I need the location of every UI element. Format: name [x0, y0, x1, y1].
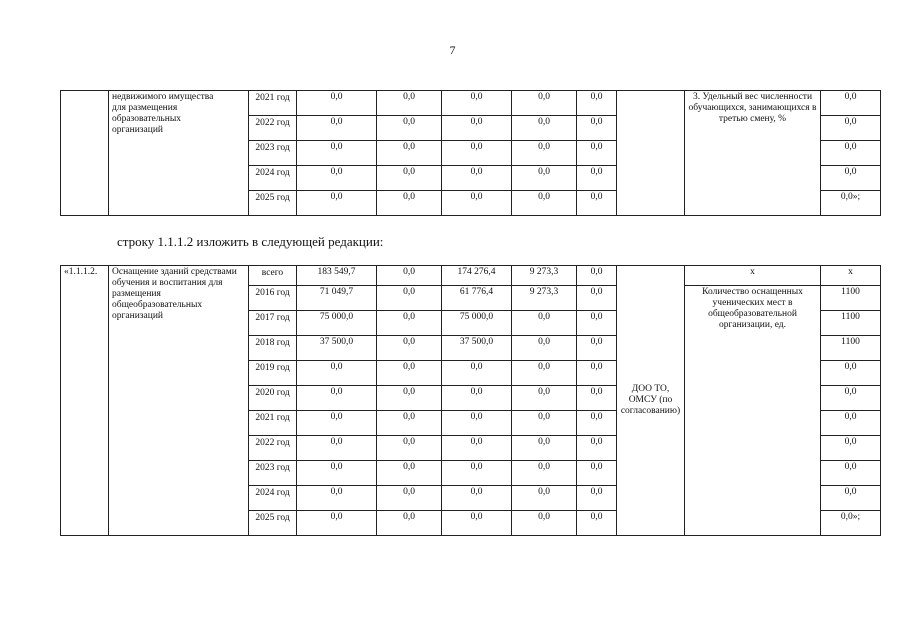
federal-cell: 0,0	[377, 486, 442, 511]
year-cell: 2024 год	[249, 486, 297, 511]
year-cell: 2021 год	[249, 411, 297, 436]
instruction-text: строку 1.1.1.2 изложить в следующей редакции:	[117, 234, 384, 249]
executor-cell: ДОО ТО, ОМСУ (по согласованию)	[617, 266, 685, 536]
year-cell: 2024 год	[249, 166, 297, 191]
local-cell: 0,0	[512, 311, 577, 336]
indicator-cell: Количество оснащенных ученических мест в общеобразовательной организации, ед.	[685, 286, 821, 536]
year-cell: 2018 год	[249, 336, 297, 361]
target-cell: 0,0»;	[821, 511, 881, 536]
measure-name-line: недвижимого имущества	[112, 92, 214, 102]
target-cell: 0,0	[821, 361, 881, 386]
regional-cell: 37 500,0	[442, 336, 512, 361]
regional-cell: 174 276,4	[442, 266, 512, 286]
measure-name-cell: Оснащение зданий средствами обучения и воспитания для размещения общеобразовательных организаций	[109, 266, 249, 536]
other-cell: 0,0	[577, 436, 617, 461]
regional-cell: 0,0	[442, 386, 512, 411]
total-cell: 0,0	[297, 91, 377, 116]
total-cell: 0,0	[297, 386, 377, 411]
year-cell: 2019 год	[249, 361, 297, 386]
regional-cell: 75 000,0	[442, 311, 512, 336]
measure-name-cell	[109, 91, 249, 216]
federal-cell: 0,0	[377, 191, 442, 216]
other-cell: 0,0	[577, 166, 617, 191]
federal-cell: 0,0	[377, 166, 442, 191]
local-cell: 0,0	[512, 141, 577, 166]
local-cell: 0,0	[512, 336, 577, 361]
regional-cell: 0,0	[442, 411, 512, 436]
other-cell: 0,0	[577, 116, 617, 141]
federal-cell: 0,0	[377, 116, 442, 141]
total-cell: 0,0	[297, 361, 377, 386]
local-cell: 0,0	[512, 486, 577, 511]
regional-cell: 0,0	[442, 191, 512, 216]
other-cell: 0,0	[577, 286, 617, 311]
year-cell: 2023 год	[249, 461, 297, 486]
other-cell: 0,0	[577, 361, 617, 386]
executor-cell	[617, 91, 685, 216]
regional-cell: 0,0	[442, 486, 512, 511]
target-cell: 0,0	[821, 386, 881, 411]
indicator-header-cell: x	[685, 266, 821, 286]
federal-cell: 0,0	[377, 141, 442, 166]
regional-cell: 0,0	[442, 141, 512, 166]
target-cell: 0,0	[821, 116, 881, 141]
total-cell: 0,0	[297, 486, 377, 511]
target-cell: 0,0	[821, 461, 881, 486]
regional-cell: 0,0	[442, 461, 512, 486]
regional-cell: 0,0	[442, 511, 512, 536]
target-cell: 0,0	[821, 166, 881, 191]
code-cell	[61, 91, 109, 216]
other-cell: 0,0	[577, 386, 617, 411]
year-cell: всего	[249, 266, 297, 286]
federal-cell: 0,0	[377, 91, 442, 116]
local-cell: 0,0	[512, 91, 577, 116]
other-cell: 0,0	[577, 511, 617, 536]
target-cell: 0,0	[821, 486, 881, 511]
target-cell: 1100	[821, 336, 881, 361]
year-cell: 2020 год	[249, 386, 297, 411]
regional-cell: 0,0	[442, 166, 512, 191]
measure-name-line: организаций	[112, 125, 164, 135]
total-cell: 0,0	[297, 511, 377, 536]
regional-cell: 0,0	[442, 116, 512, 141]
other-cell: 0,0	[577, 91, 617, 116]
total-cell: 75 000,0	[297, 311, 377, 336]
federal-cell: 0,0	[377, 361, 442, 386]
program-table-row-1-1-1-2	[60, 265, 881, 536]
target-cell: 0,0	[821, 91, 881, 116]
local-cell: 0,0	[512, 361, 577, 386]
federal-cell: 0,0	[377, 266, 442, 286]
total-cell: 0,0	[297, 436, 377, 461]
other-cell: 0,0	[577, 411, 617, 436]
local-cell: 0,0	[512, 461, 577, 486]
code-cell: «1.1.1.2.	[61, 266, 109, 536]
other-cell: 0,0	[577, 336, 617, 361]
indicator-cell: 3. Удельный вес численности обучающихся, занимающихся в третью смену, %	[685, 91, 821, 216]
local-cell: 0,0	[512, 191, 577, 216]
total-cell: 37 500,0	[297, 336, 377, 361]
federal-cell: 0,0	[377, 286, 442, 311]
total-cell: 0,0	[297, 116, 377, 141]
measure-name-line: для размещения	[112, 103, 178, 113]
local-cell: 0,0	[512, 411, 577, 436]
federal-cell: 0,0	[377, 511, 442, 536]
federal-cell: 0,0	[377, 311, 442, 336]
local-cell: 0,0	[512, 116, 577, 141]
total-cell: 71 049,7	[297, 286, 377, 311]
target-cell: 0,0	[821, 411, 881, 436]
target-header-cell: x	[821, 266, 881, 286]
year-cell: 2025 год	[249, 511, 297, 536]
other-cell: 0,0	[577, 191, 617, 216]
total-cell: 0,0	[297, 191, 377, 216]
other-cell: 0,0	[577, 141, 617, 166]
local-cell: 0,0	[512, 386, 577, 411]
local-cell: 0,0	[512, 166, 577, 191]
local-cell: 0,0	[512, 511, 577, 536]
total-cell: 183 549,7	[297, 266, 377, 286]
other-cell: 0,0	[577, 266, 617, 286]
total-cell: 0,0	[297, 461, 377, 486]
measure-name-line: образовательных	[112, 114, 181, 124]
year-cell: 2022 год	[249, 436, 297, 461]
total-cell: 0,0	[297, 411, 377, 436]
federal-cell: 0,0	[377, 411, 442, 436]
other-cell: 0,0	[577, 461, 617, 486]
regional-cell: 0,0	[442, 436, 512, 461]
year-cell: 2022 год	[249, 116, 297, 141]
total-cell: 0,0	[297, 166, 377, 191]
year-cell: 2017 год	[249, 311, 297, 336]
other-cell: 0,0	[577, 311, 617, 336]
local-cell: 9 273,3	[512, 266, 577, 286]
regional-cell: 0,0	[442, 361, 512, 386]
target-cell: 0,0	[821, 436, 881, 461]
target-cell: 1100	[821, 311, 881, 336]
local-cell: 9 273,3	[512, 286, 577, 311]
target-cell: 0,0»;	[821, 191, 881, 216]
target-cell: 1100	[821, 286, 881, 311]
local-cell: 0,0	[512, 436, 577, 461]
regional-cell: 61 776,4	[442, 286, 512, 311]
federal-cell: 0,0	[377, 336, 442, 361]
federal-cell: 0,0	[377, 436, 442, 461]
year-cell: 2021 год	[249, 91, 297, 116]
regional-cell: 0,0	[442, 91, 512, 116]
program-table-continuation	[60, 90, 881, 216]
year-cell: 2025 год	[249, 191, 297, 216]
target-cell: 0,0	[821, 141, 881, 166]
total-cell: 0,0	[297, 141, 377, 166]
other-cell: 0,0	[577, 486, 617, 511]
year-cell: 2016 год	[249, 286, 297, 311]
page-number: 7	[449, 43, 456, 57]
federal-cell: 0,0	[377, 386, 442, 411]
federal-cell: 0,0	[377, 461, 442, 486]
year-cell: 2023 год	[249, 141, 297, 166]
